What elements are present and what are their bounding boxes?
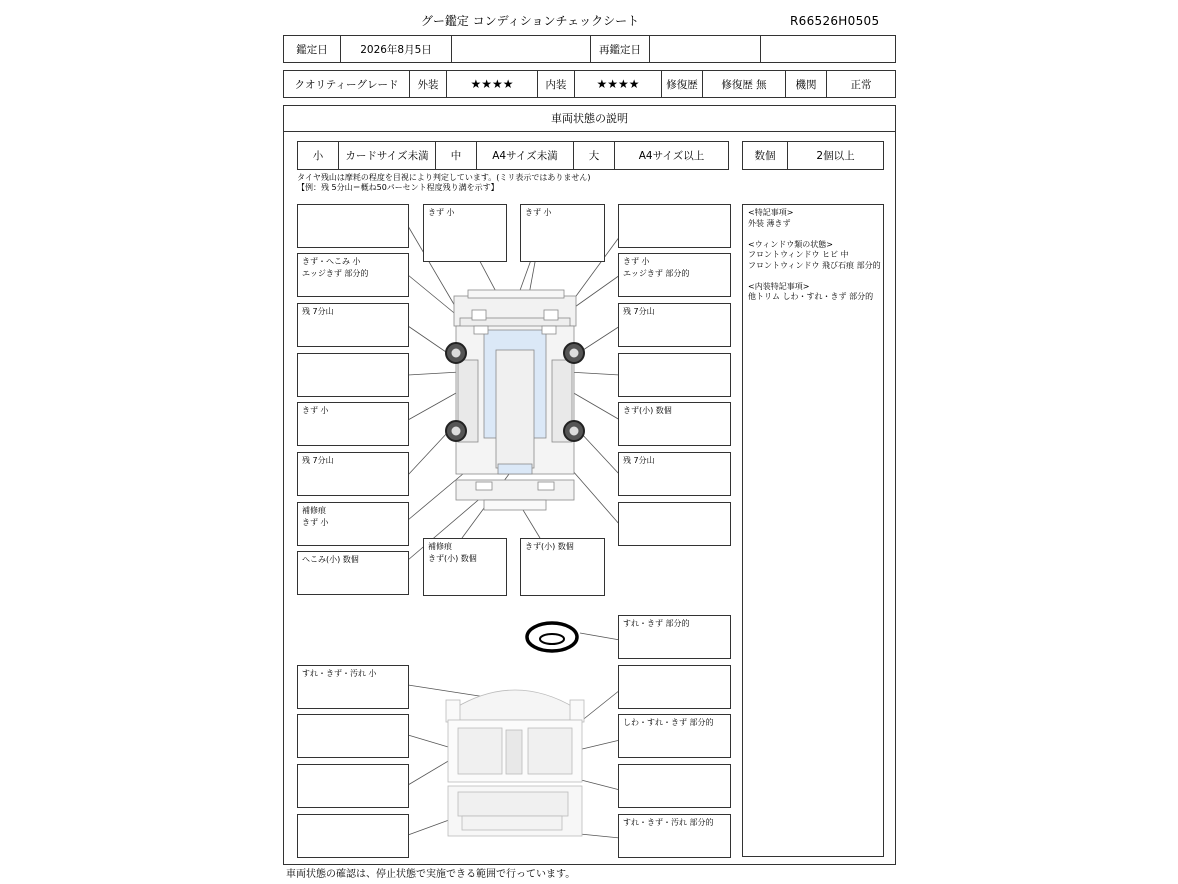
callout-left-8: へこみ(小) 数個 <box>297 551 409 595</box>
callout-left-5: きず 小 <box>297 402 409 446</box>
legend-large: 大 <box>574 142 615 170</box>
tyre-note-line1: タイヤ残山は摩耗の程度を目視により判定しています。(ミリ表示ではありません) <box>297 173 591 182</box>
repair-history-value: 修復歴 無 <box>703 71 786 98</box>
engine-label: 機関 <box>786 71 827 98</box>
interior-callout-left-1: すれ・きず・汚れ 小 <box>297 665 409 709</box>
callout-bottom-1: 補修痕 きず(小) 数個 <box>423 538 507 596</box>
interior-label: 内装 <box>538 71 575 98</box>
interior-callout-right-2 <box>618 665 731 709</box>
note-line: <内装特記事項> <box>748 281 810 291</box>
legend-mid: 中 <box>436 142 477 170</box>
interior-callout-right-4 <box>618 764 731 808</box>
condition-section-title: 車両状態の説明 <box>283 105 896 132</box>
callout-left-2: きず・へこみ 小 エッジきず 部分的 <box>297 253 409 297</box>
callout-top-2: きず 小 <box>520 204 605 262</box>
car-interior-view <box>446 690 584 836</box>
repair-history-label: 修復歴 <box>662 71 703 98</box>
reappraisal-date-label: 再鑑定日 <box>591 36 650 63</box>
callout-right-4 <box>618 353 731 397</box>
sheet-title: グー鑑定 コンディションチェックシート <box>420 14 640 28</box>
interior-callout-left-4 <box>297 814 409 858</box>
callout-right-1 <box>618 204 731 248</box>
interior-callout-right-3: しわ・すれ・きず 部分的 <box>618 714 731 758</box>
callout-right-5: きず(小) 数個 <box>618 402 731 446</box>
legend-small: 小 <box>298 142 339 170</box>
engine-value: 正常 <box>827 71 896 98</box>
legend-large-desc: A4サイズ以上 <box>615 142 729 170</box>
callout-left-6: 残 7分山 <box>297 452 409 496</box>
interior-stars: ★★★★ <box>575 71 662 98</box>
callout-left-3: 残 7分山 <box>297 303 409 347</box>
note-line <box>748 271 878 282</box>
steering-wheel-icon <box>527 623 577 651</box>
legend-small-desc: カードサイズ未満 <box>339 142 436 170</box>
note-line <box>748 229 878 240</box>
appraisal-date-value: 2026年8月5日 <box>341 36 452 63</box>
note-line: 他トリム しわ・すれ・きず 部分的 <box>748 292 874 301</box>
legend-count-desc: 2個以上 <box>788 142 884 170</box>
note-line: フロントウィンドウ 飛び石痕 部分的 <box>748 260 881 270</box>
document-id: R66526H0505 <box>790 14 880 28</box>
note-line: <特記事項> <box>748 208 794 217</box>
callout-right-3: 残 7分山 <box>618 303 731 347</box>
callout-right-2: きず 小 エッジきず 部分的 <box>618 253 731 297</box>
quality-grade-label: クオリティーグレード <box>284 71 410 98</box>
appraisal-date-label: 鑑定日 <box>284 36 341 63</box>
interior-callout-left-2 <box>297 714 409 758</box>
interior-callout-right-1: すれ・きず 部分的 <box>618 615 731 659</box>
callout-right-7 <box>618 502 731 546</box>
callout-left-1 <box>297 204 409 248</box>
callout-left-7: 補修痕 きず 小 <box>297 502 409 546</box>
tyre-note-line2: 【例：残 5分山＝概ね50パーセント程度残り溝を示す】 <box>297 183 499 192</box>
note-line: 外装 薄きず <box>748 218 791 228</box>
interior-callout-left-3 <box>297 764 409 808</box>
car-exterior-topview <box>454 290 576 510</box>
interior-callout-right-5: すれ・きず・汚れ 部分的 <box>618 814 731 858</box>
exterior-label: 外装 <box>410 71 447 98</box>
callout-bottom-2: きず(小) 数個 <box>520 538 605 596</box>
footer-note: 車両状態の確認は、停止状態で実施できる範囲で行っています。 <box>286 869 576 880</box>
note-line: <ウィンドウ類の状態> <box>748 239 833 249</box>
exterior-stars: ★★★★ <box>447 71 538 98</box>
legend-count: 数個 <box>743 142 788 170</box>
legend-mid-desc: A4サイズ未満 <box>477 142 574 170</box>
special-notes-panel <box>742 204 884 857</box>
callout-top-1: きず 小 <box>423 204 507 262</box>
note-line: フロントウィンドウ ヒビ 中 <box>748 250 849 259</box>
callout-left-4 <box>297 353 409 397</box>
callout-right-6: 残 7分山 <box>618 452 731 496</box>
